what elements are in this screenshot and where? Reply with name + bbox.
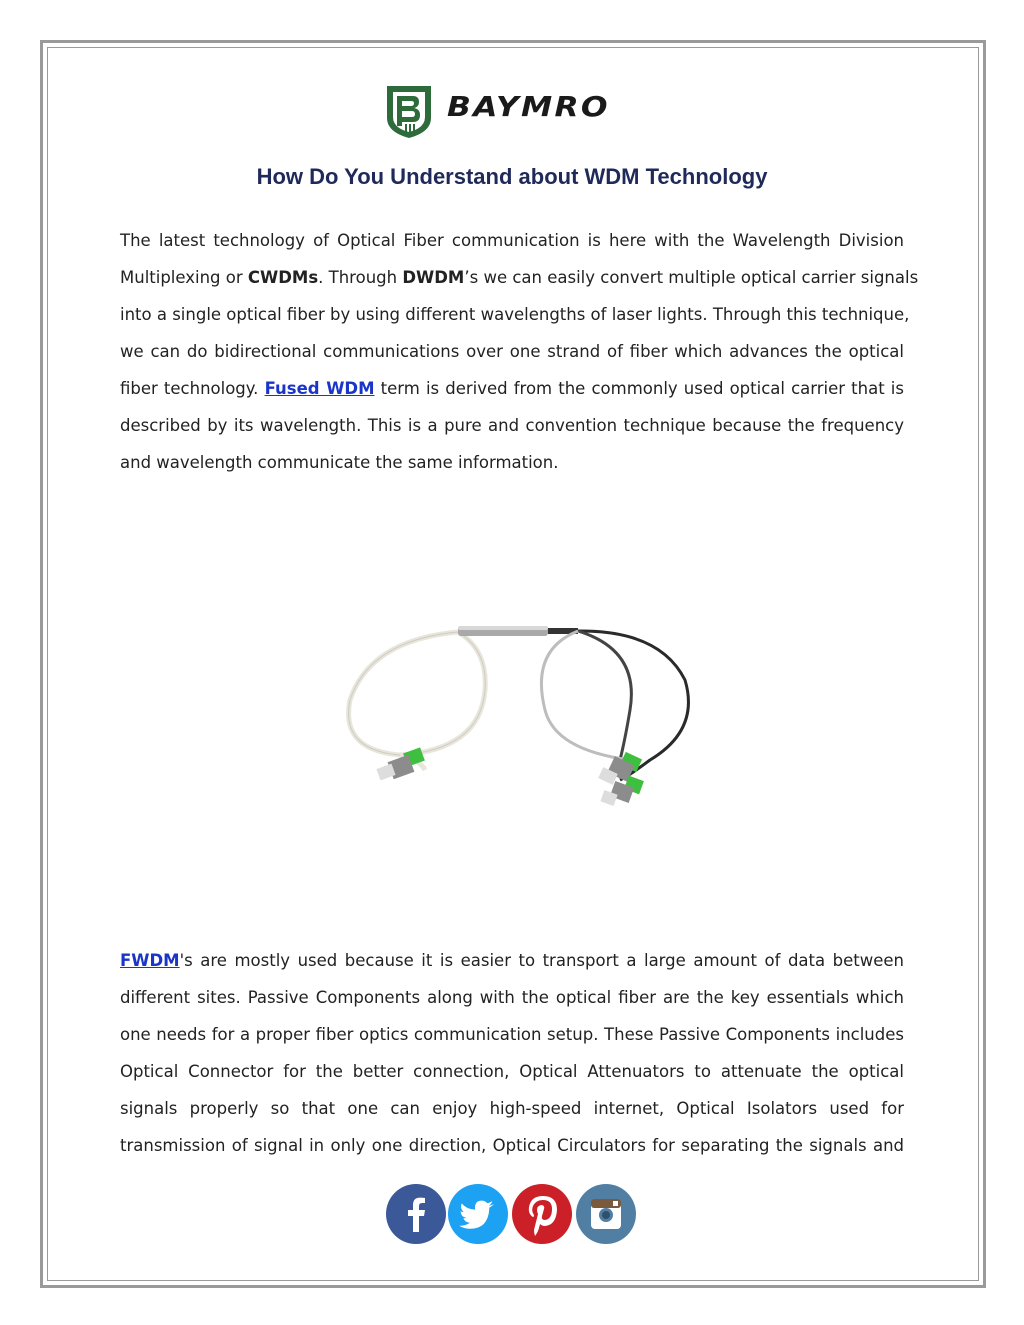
text-line: Optical Connector for the better connection, Optical Attenuators to attenuate the optical xyxy=(120,1062,904,1081)
text-line: into a single optical fiber by using different wavelengths of laser lights. Through this technique, xyxy=(120,305,910,324)
text-line: transmission of signal in only one direction, Optical Circulators for separating the signals and xyxy=(120,1136,904,1155)
text-line: Multiplexing or CWDMs. Through DWDM’s we can easily convert multiple optical carrier signals xyxy=(120,268,919,287)
baymro-logo xyxy=(385,84,640,140)
text-line: fiber technology. Fused WDM term is derived from the commonly used optical carrier that is xyxy=(120,379,904,398)
text-line: described by its wavelength. This is a pure and convention technique because the frequency xyxy=(120,416,904,435)
text-line: one needs for a proper fiber optics communication setup. These Passive Components includes xyxy=(120,1025,904,1044)
text-line: and wavelength communicate the same information. xyxy=(120,453,559,472)
text-line: The latest technology of Optical Fiber communication is here with the Wavelength Division xyxy=(120,231,904,250)
logo-wordmark: BAYMRO xyxy=(447,90,610,123)
text-line: FWDM's are mostly used because it is easier to transport a large amount of data between xyxy=(120,951,904,970)
term-dwdm: DWDM xyxy=(402,268,465,287)
fused-wdm-product-image xyxy=(330,610,700,810)
article-title: How Do You Understand about WDM Technology xyxy=(256,164,768,189)
term-cwdms: CWDMs xyxy=(247,268,319,287)
text-line: we can do bidirectional communications over one strand of fiber which advances the optical xyxy=(120,342,904,361)
social-icons xyxy=(386,1184,638,1246)
twitter-icon[interactable] xyxy=(448,1184,508,1244)
instagram-icon[interactable] xyxy=(576,1184,636,1244)
fused-wdm-link[interactable]: Fused WDM xyxy=(264,379,375,398)
paragraph-intro xyxy=(120,222,919,481)
paragraph-fwdm xyxy=(120,942,904,1164)
fwdm-link[interactable]: FWDM xyxy=(120,951,180,970)
pinterest-icon[interactable] xyxy=(512,1184,572,1244)
text-line: different sites. Passive Components along with the optical fiber are the key essentials which xyxy=(120,988,904,1007)
logo-shield-icon xyxy=(385,84,433,140)
facebook-icon[interactable] xyxy=(386,1184,446,1244)
text-line: signals properly so that one can enjoy high-speed internet, Optical Isolators used for xyxy=(120,1099,904,1118)
